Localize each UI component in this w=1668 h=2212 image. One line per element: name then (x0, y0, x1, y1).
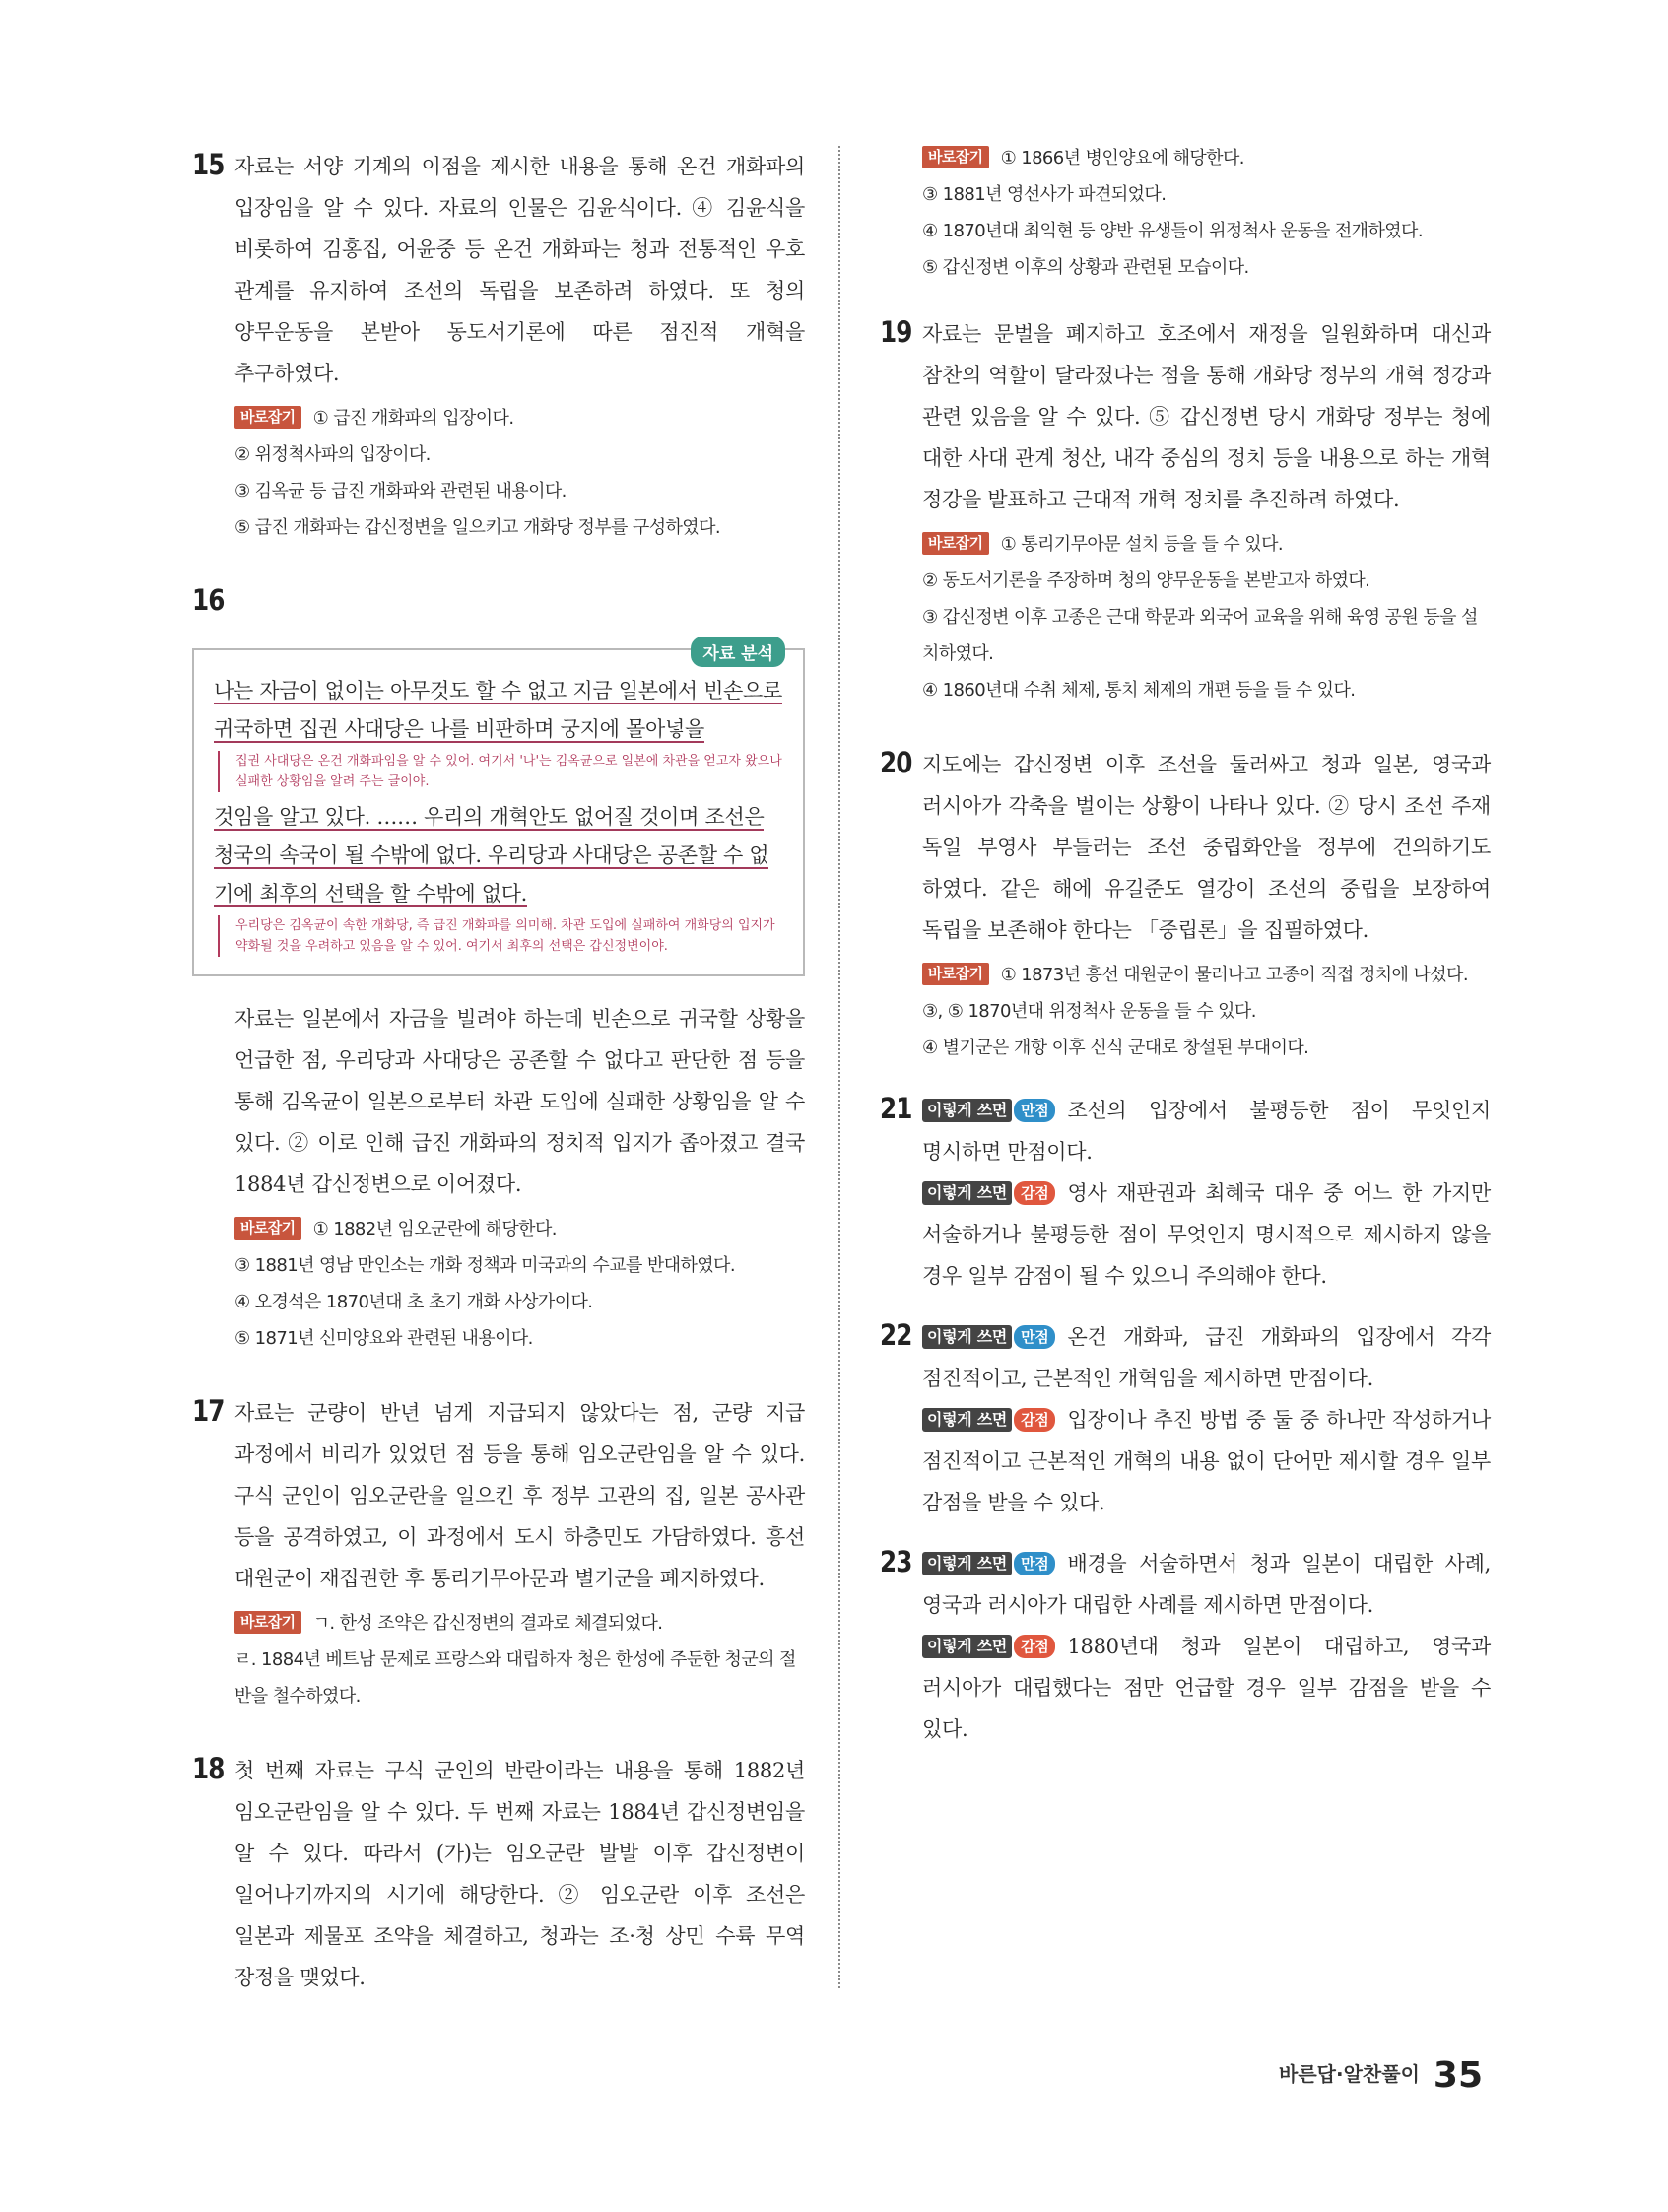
question-number: 22 (880, 1318, 912, 1352)
question-number: 15 (192, 148, 225, 181)
question-23 (880, 1543, 1491, 1750)
source-text: 것임을 알고 있다. …… 우리의 개혁안도 없어질 것이며 조선은 청국의 속국이 될 수밖에 없다. 우리당과 사대당은 공존할 수 없기에 최후의 선택을 할 수밖에 없다. (214, 805, 769, 905)
question-21 (880, 1090, 1491, 1297)
correction-item: ② 위정척사파의 입장이다. (234, 444, 431, 465)
deduction-badge: 감점 (1014, 1181, 1055, 1205)
correction-item: ④ 1860년대 수취 체제, 통치 체제의 개편 등을 들 수 있다. (922, 680, 1356, 701)
explanation-text: 자료는 군량이 반년 넘게 지급되지 않았다는 점, 군량 지급 과정에서 비리가 있었던 점 등을 통해 임오군란임을 알 수 있다. 구식 군인이 임오군란을 일으킨 후 정부 고관의 집, 일본 공사관 등을 공격하였고, 이 과정에서 도시 하층민도 가담하였다. 흥선 대원군이 재집권한 후 통리기무아문과 별기군을 폐지하였다. (234, 1401, 805, 1590)
deduction-badge: 감점 (1014, 1635, 1055, 1658)
full-score-badge: 만점 (1014, 1099, 1055, 1122)
left-column (192, 146, 805, 1998)
full-score-answer: 이렇게 쓰면 만점 배경을 서술하면서 청과 일본이 대립한 사례, 영국과 러시아가 대립한 사례를 제시하면 만점이다. (922, 1552, 1491, 1617)
correction-list (234, 400, 805, 546)
question-22 (880, 1316, 1491, 1523)
answer-label: 이렇게 쓰면 (922, 1325, 1012, 1349)
deduction-badge: 감점 (1014, 1408, 1055, 1432)
correction-list (234, 1211, 805, 1357)
question-number: 23 (880, 1545, 912, 1578)
correction-item: ① 통리기무아문 설치 등을 들 수 있다. (1000, 534, 1283, 555)
question-16 (192, 581, 805, 1357)
correction-item: ① 1882년 임오군란에 해당한다. (312, 1219, 557, 1240)
correction-item: ④ 1870년대 최익현 등 양반 유생들이 위정척사 운동을 전개하였다. (922, 221, 1423, 241)
correction-tag: 바로잡기 (234, 406, 301, 429)
full-score-answer: 이렇게 쓰면 만점 온건 개화파, 급진 개화파의 입장에서 각각 점진적이고, 근본적인 개혁임을 제시하면 만점이다. (922, 1325, 1491, 1390)
analysis-badge: 자료 분석 (691, 637, 785, 667)
partial-score-answer: 이렇게 쓰면 감점 1880년대 청과 일본이 대립하고, 영국과 러시아가 대립했다는 점만 언급할 경우 일부 감점을 받을 수 있다. (922, 1635, 1491, 1741)
question-18 (192, 1750, 805, 1998)
question-number: 19 (880, 315, 912, 349)
source-analysis-box (192, 644, 805, 976)
column-divider (838, 146, 840, 1988)
correction-item: ④ 별기군은 개항 이후 신식 군대로 창설된 부대이다. (922, 1038, 1309, 1058)
correction-item: ③ 1881년 영선사가 파견되었다. (922, 184, 1167, 205)
correction-item: ① 1866년 병인양요에 해당한다. (1000, 148, 1244, 168)
correction-list (234, 1605, 805, 1714)
question-number: 16 (192, 583, 225, 617)
source-text: 나는 자금이 없이는 아무것도 할 수 없고 지금 일본에서 빈손으로 귀국하면 집권 사대당은 나를 비판하며 궁지에 몰아넣을 (214, 679, 783, 741)
correction-item: ⑤ 급진 개화파는 갑신정변을 일으키고 개화당 정부를 구성하였다. (234, 517, 720, 538)
correction-list (922, 140, 1491, 286)
correction-item: ① 급진 개화파의 입장이다. (312, 408, 514, 429)
footer-title: 바른답·알찬풀이 (1279, 2062, 1420, 2086)
answer-label: 이렇게 쓰면 (922, 1099, 1012, 1122)
correction-list (922, 957, 1491, 1066)
explanation-text: 자료는 일본에서 자금을 빌려야 하는데 빈손으로 귀국할 상황을 언급한 점, 우리당과 사대당은 공존할 수 없다고 판단한 점 등을 통해 김옥균이 일본으로부터 차관 도입에 실패한 상황임을 알 수 있다. ② 이로 인해 급진 개화파의 정치적 입지가 좁아졌고 결국 1884년 갑신정변으로 이어졌다. (234, 1007, 805, 1196)
correction-tag: 바로잡기 (922, 963, 989, 985)
answer-label: 이렇게 쓰면 (922, 1408, 1012, 1432)
correction-list (922, 526, 1491, 708)
correction-item: ③, ⑤ 1870년대 위정척사 운동을 들 수 있다. (922, 1001, 1256, 1022)
page-footer (1279, 2055, 1483, 2096)
question-number: 20 (880, 746, 912, 779)
page-number: 35 (1433, 2055, 1483, 2096)
question-number: 21 (880, 1092, 912, 1125)
answer-label: 이렇게 쓰면 (922, 1635, 1012, 1658)
question-17 (192, 1392, 805, 1714)
correction-item: ④ 오경석은 1870년대 초 초기 개화 사상가이다. (234, 1292, 593, 1312)
question-19 (880, 313, 1491, 708)
partial-score-answer: 이렇게 쓰면 감점 영사 재판권과 최혜국 대우 중 어느 한 가지만 서술하거나 불평등한 점이 무엇인지 명시적으로 제시하지 않을 경우 일부 감점이 될 수 있으니 주의해야 한다. (922, 1181, 1491, 1288)
answer-label: 이렇게 쓰면 (922, 1181, 1012, 1205)
correction-item: ㄹ. 1884년 베트남 문제로 프랑스와 대립하자 청은 한성에 주둔한 청군의 절반을 철수하였다. (234, 1649, 796, 1707)
question-20 (880, 744, 1491, 1066)
explanation-text: 지도에는 갑신정변 이후 조선을 둘러싸고 청과 일본, 영국과 러시아가 각축을 벌이는 상황이 나타나 있다. ② 당시 조선 주재 독일 부영사 부들러는 조선 중립화안을 정부에 건의하기도 하였다. 같은 해에 유길준도 열강이 조선의 중립을 보장하여 독립을 보존해야 한다는 「중립론」을 집필하였다. (922, 753, 1491, 942)
explanation-text: 첫 번째 자료는 구식 군인의 반란이라는 내용을 통해 1882년 임오군란임을 알 수 있다. 두 번째 자료는 1884년 갑신정변임을 알 수 있다. 따라서 (가)는 임오군란 발발 이후 갑신정변이 일어나기까지의 시기에 해당한다. ② 임오군란 이후 조선은 일본과 제물포 조약을 체결하고, 청과는 조·청 상민 수륙 무역 장정을 맺었다. (234, 1759, 805, 1989)
question-15 (192, 146, 805, 546)
full-score-badge: 만점 (1014, 1325, 1055, 1349)
explanation-text: 자료는 서양 기계의 이점을 제시한 내용을 통해 온건 개화파의 입장임을 알 수 있다. 자료의 인물은 김윤식이다. ④ 김윤식을 비롯하여 김홍집, 어윤중 등 온건 개화파는 청과 전통적인 우호 관계를 유지하여 조선의 독립을 보존하려 하였다. 또 청의 양무운동을 본받아 동도서기론에 따른 점진적 개혁을 추구하였다. (234, 155, 805, 385)
correction-item: ⑤ 갑신정변 이후의 상황과 관련된 모습이다. (922, 257, 1249, 278)
correction-item: ③ 갑신정변 이후 고종은 근대 학문과 외국어 교육을 위해 육영 공원 등을 설치하였다. (922, 607, 1478, 664)
answer-label: 이렇게 쓰면 (922, 1552, 1012, 1575)
annotation-note: 우리당은 김옥균이 속한 개화당, 즉 급진 개화파를 의미해. 차관 도입에 실패하여 개화당의 입지가 약화될 것을 우려하고 있음을 알 수 있어. 여기서 최후의 선택은 갑신정변이야. (218, 915, 783, 957)
right-column (880, 146, 1491, 1750)
correction-tag: 바로잡기 (234, 1217, 301, 1240)
full-score-answer: 이렇게 쓰면 만점 조선의 입장에서 불평등한 점이 무엇인지 명시하면 만점이다. (922, 1099, 1491, 1164)
question-number: 17 (192, 1394, 225, 1428)
correction-item: ① 1873년 흥선 대원군이 물러나고 고종이 직접 정치에 나섰다. (1000, 965, 1468, 985)
correction-tag: 바로잡기 (922, 532, 989, 555)
question-number: 18 (192, 1752, 225, 1785)
correction-item: ⑤ 1871년 신미양요와 관련된 내용이다. (234, 1328, 533, 1349)
correction-tag: 바로잡기 (922, 146, 989, 168)
correction-tag: 바로잡기 (234, 1611, 301, 1634)
partial-score-answer: 이렇게 쓰면 감점 입장이나 추진 방법 중 둘 중 하나만 작성하거나 점진적이고 근본적인 개혁의 내용 없이 단어만 제시할 경우 일부 감점을 받을 수 있다. (922, 1408, 1491, 1514)
correction-item: ② 동도서기론을 주장하며 청의 양무운동을 본받고자 하였다. (922, 570, 1370, 591)
correction-item: ㄱ. 한성 조약은 갑신정변의 결과로 체결되었다. (312, 1613, 663, 1634)
correction-item: ③ 김옥균 등 급진 개화파와 관련된 내용이다. (234, 481, 567, 502)
explanation-text: 자료는 문벌을 폐지하고 호조에서 재정을 일원화하며 대신과 참찬의 역할이 달라졌다는 점을 통해 개화당 정부의 개혁 정강과 관련 있음을 알 수 있다. ⑤ 갑신정변 당시 개화당 정부는 청에 대한 사대 관계 청산, 내각 중심의 정치 등을 내용으로 하는 개혁 정강을 발표하고 근대적 개혁 정치를 추진하려 하였다. (922, 322, 1491, 511)
question-18-corrections (880, 140, 1491, 286)
annotation-note: 집권 사대당은 온건 개화파임을 알 수 있어. 여기서 '나'는 김옥균으로 일본에 차관을 얻고자 왔으나 실패한 상황임을 알려 주는 글이야. (218, 751, 783, 792)
correction-item: ③ 1881년 영남 만인소는 개화 정책과 미국과의 수교를 반대하였다. (234, 1255, 735, 1276)
full-score-badge: 만점 (1014, 1552, 1055, 1575)
